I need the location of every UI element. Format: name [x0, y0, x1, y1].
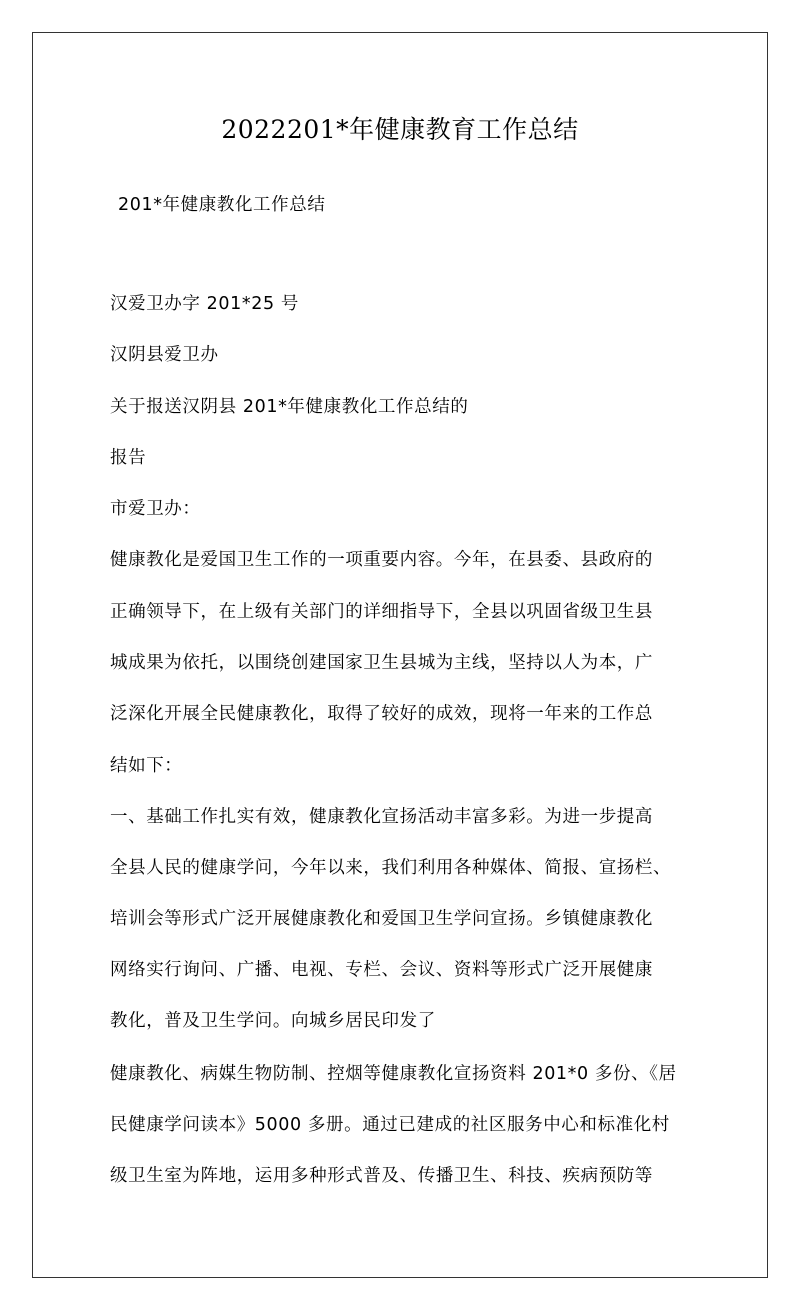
- text-line: 汉爱卫办字 201*25 号: [110, 294, 299, 314]
- text-line: 一、基础工作扎实有效，健康教化宣扬活动丰富多彩。为进一步提高: [110, 807, 653, 827]
- text-line: 结如下：: [110, 756, 183, 776]
- document-subtitle: 201*年健康教化工作总结: [118, 195, 326, 215]
- text-line: 泛深化开展全民健康教化，取得了较好的成效，现将一年来的工作总: [110, 704, 653, 724]
- text-line: 健康教化、病媒生物防制、控烟等健康教化宣扬资料 201*0 多份、《居: [110, 1064, 677, 1084]
- text-line: 汉阴县爱卫办: [110, 345, 219, 365]
- text-line: 教化，普及卫生学问。向城乡居民印发了: [110, 1011, 436, 1031]
- document-title: 2022201*年健康教育工作总结: [221, 115, 579, 144]
- text-line: 正确领导下，在上级有关部门的详细指导下，全县以巩固省级卫生县: [110, 602, 653, 622]
- text-line: 网络实行询问、广播、电视、专栏、会议、资料等形式广泛开展健康: [110, 960, 653, 980]
- text-line: 级卫生室为阵地，运用多种形式普及、传播卫生、科技、疾病预防等: [110, 1166, 653, 1186]
- text-line: 民健康学问读本》5000 多册。通过已建成的社区服务中心和标准化村: [110, 1115, 670, 1135]
- text-line: 全县人民的健康学问，今年以来，我们利用各种媒体、简报、宣扬栏、: [110, 858, 672, 878]
- text-line: 报告: [110, 448, 147, 468]
- text-line: 市爱卫办：: [110, 499, 201, 519]
- text-line: 健康教化是爱国卫生工作的一项重要内容。今年，在县委、县政府的: [110, 550, 653, 570]
- text-line: 关于报送汉阴县 201*年健康教化工作总结的: [110, 397, 469, 417]
- text-line: 城成果为依托，以围绕创建国家卫生县城为主线，坚持以人为本，广: [110, 653, 653, 673]
- text-line: 培训会等形式广泛开展健康教化和爱国卫生学问宣扬。乡镇健康教化: [110, 909, 653, 929]
